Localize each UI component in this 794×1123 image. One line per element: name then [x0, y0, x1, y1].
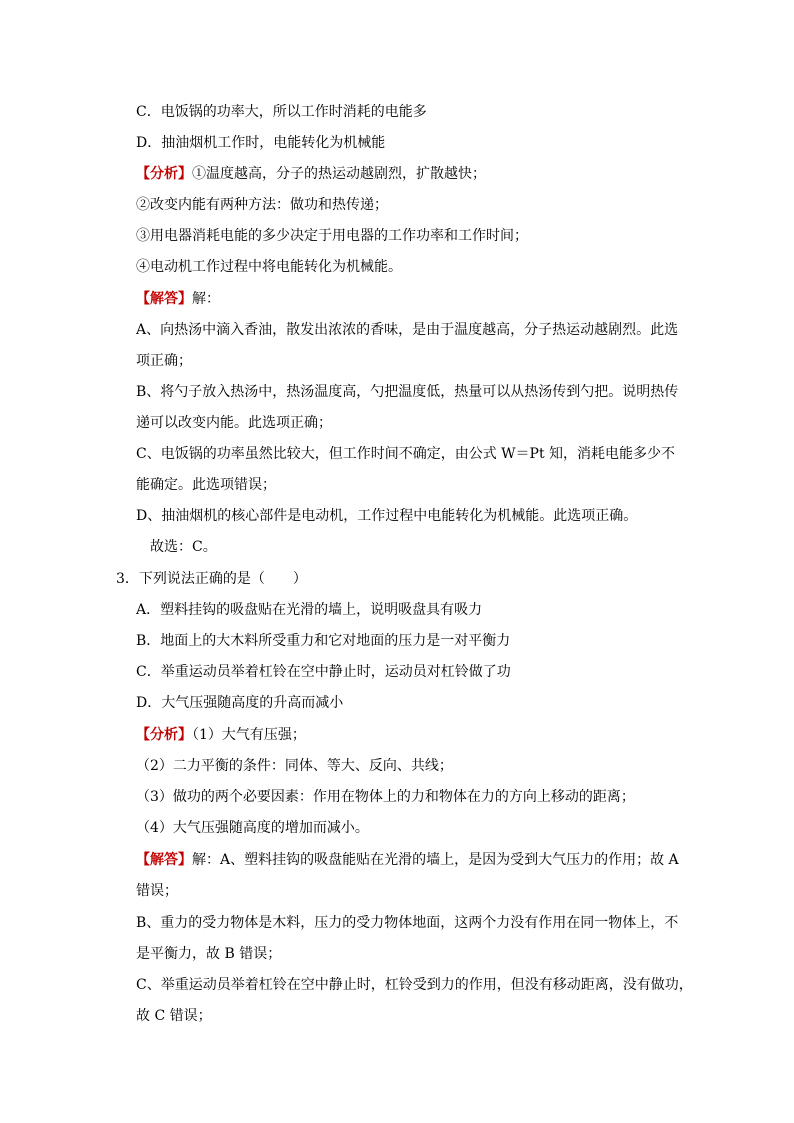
q3-analysis-line-3: （3）做功的两个必要因素：作用在物体上的力和物体在力的方向上移动的距离；	[136, 789, 635, 805]
q3-option-b: B．地面上的大木料所受重力和它对地面的压力是一对平衡力	[136, 633, 511, 649]
q2-answer-b-line-1: B、将勺子放入热汤中，热汤温度高，勺把温度低，热量可以从热汤传到勺把。说明热传	[136, 384, 679, 400]
analysis-tag: 【分析】	[136, 727, 192, 743]
analysis-text: ①温度越高，分子的热运动越剧烈，扩散越快；	[192, 166, 486, 182]
answer-text: 解：A、塑料挂钩的吸盘能贴在光滑的墙上，是因为受到大气压力的作用；故 A	[192, 852, 679, 868]
q3-analysis-line-2: （2）二力平衡的条件：同体、等大、反向、共线；	[136, 758, 453, 774]
q2-option-d: D．抽油烟机工作时，电能转化为机械能	[136, 135, 386, 151]
q2-answer-heading	[136, 289, 220, 309]
q3-stem: 3．下列说法正确的是（ ）	[116, 571, 307, 587]
answer-tag: 【解答】	[136, 852, 192, 868]
q3-analysis-line-4: （4）大气压强随高度的增加而减小。	[136, 820, 369, 836]
q2-answer-c-line-1: C、电饭锅的功率虽然比较大，但工作时间不确定，由公式 W＝Pt 知，消耗电能多少不	[136, 446, 676, 462]
q2-analysis-line-3: ③用电器消耗电能的多少决定于用电器的工作功率和工作时间；	[136, 228, 528, 244]
q3-analysis-line-1	[136, 725, 306, 745]
q3-answer-b-line-2: 是平衡力，故 B 错误；	[136, 946, 282, 962]
q3-answer-c-line-2: 故 C 错误；	[136, 1008, 212, 1024]
q3-answer-a-line-1	[136, 850, 679, 870]
q3-option-d: D．大气压强随高度的升高而减小	[136, 695, 344, 711]
answer-tag: 【解答】	[136, 291, 192, 307]
q3-answer-c-line-1: C、举重运动员举着杠铃在空中静止时，杠铃受到力的作用，但没有移动距离，没有做功，	[136, 977, 693, 993]
q2-option-c: C．电饭锅的功率大，所以工作时消耗的电能多	[136, 104, 427, 120]
q2-answer-c-line-2: 能确定。此选项错误；	[136, 477, 276, 493]
q2-answer-b-line-2: 递可以改变内能。此选项正确；	[136, 415, 332, 431]
q2-analysis-line-2: ②改变内能有两种方法：做功和热传递；	[136, 197, 388, 213]
q2-analysis-line-1	[136, 164, 486, 184]
q3-answer-a-line-2: 错误；	[136, 883, 178, 899]
analysis-text: （1）大气有压强；	[192, 727, 306, 743]
q2-answer-a-line-1: A、向热汤中滴入香油，散发出浓浓的香味，是由于温度越高，分子热运动越剧烈。此选	[136, 322, 679, 338]
q3-option-a: A．塑料挂钩的吸盘贴在光滑的墙上，说明吸盘具有吸力	[136, 602, 483, 618]
q2-answer-a-line-2: 项正确；	[136, 353, 192, 369]
q3-option-c: C．举重运动员举着杠铃在空中静止时，运动员对杠铃做了功	[136, 664, 511, 680]
q2-final-answer: 故选：C。	[150, 539, 217, 555]
q2-analysis-line-4: ④电动机工作过程中将电能转化为机械能。	[136, 259, 402, 275]
q3-answer-b-line-1: B、重力的受力物体是木料，压力的受力物体地面，这两个力没有作用在同一物体上，不	[136, 915, 679, 931]
analysis-tag: 【分析】	[136, 166, 192, 182]
answer-intro: 解：	[192, 291, 220, 307]
q2-answer-d: D、抽油烟机的核心部件是电动机，工作过程中电能转化为机械能。此选项正确。	[136, 508, 638, 524]
